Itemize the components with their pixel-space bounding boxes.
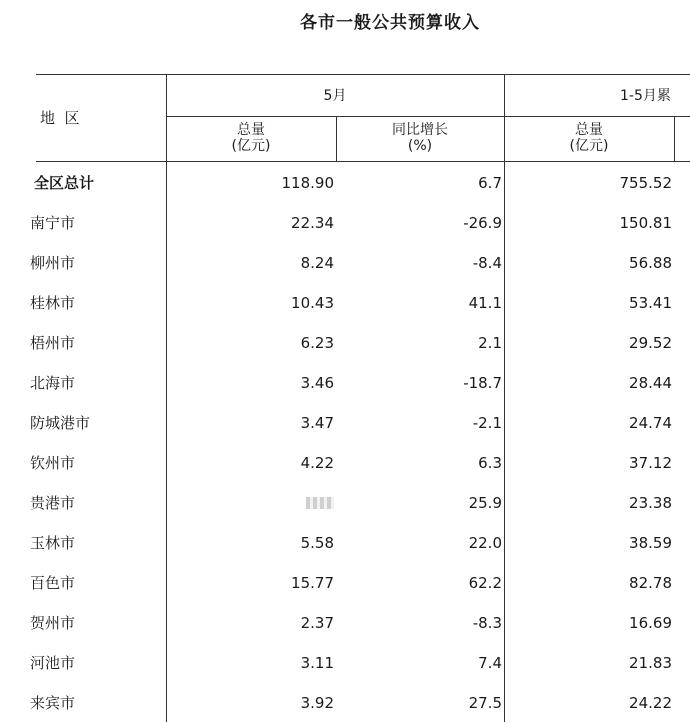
ytd-total-value: 29.52 — [629, 334, 672, 352]
ytd-total-value: 28.44 — [629, 374, 672, 392]
month-growth-value: 7.4 — [478, 654, 502, 672]
month-total-value: 8.24 — [300, 254, 334, 272]
header-growth-unit: (%) — [407, 138, 433, 154]
region-name: 玉林市 — [30, 534, 76, 552]
month-total-value: 15.77 — [291, 574, 334, 592]
header-region: 地 区 — [40, 109, 80, 127]
month-growth-value: 25.9 — [468, 494, 502, 512]
header-month-growth — [336, 122, 504, 154]
table-row — [0, 643, 690, 683]
table-row — [0, 603, 690, 643]
region-name: 柳州市 — [30, 254, 76, 272]
month-growth-value: 6.3 — [478, 454, 502, 472]
ytd-total-value: 24.74 — [629, 414, 672, 432]
month-growth-value: -2.1 — [472, 414, 502, 432]
region-name: 贵港市 — [30, 494, 76, 512]
table-row — [0, 323, 690, 363]
month-total-value: 3.92 — [300, 694, 334, 712]
month-growth-value: -8.4 — [472, 254, 502, 272]
loading-placeholder — [306, 497, 334, 509]
month-total-value: 10.43 — [291, 294, 334, 312]
month-total-value: 3.11 — [300, 654, 334, 672]
table-row — [0, 243, 690, 283]
header-growth-label: 同比增长 — [392, 122, 448, 138]
month-growth-value: 6.7 — [478, 174, 502, 192]
header-ytd-total — [504, 122, 674, 154]
month-growth-value: 27.5 — [468, 694, 502, 712]
table-row — [0, 483, 690, 523]
table-row — [0, 563, 690, 603]
month-growth-value: -18.7 — [463, 374, 502, 392]
region-name: 全区总计 — [34, 174, 95, 192]
ytd-total-value: 82.78 — [629, 574, 672, 592]
month-total-value — [166, 483, 334, 523]
month-total-value: 4.22 — [300, 454, 334, 472]
header-bottom-rule — [36, 161, 690, 162]
month-total-value: 5.58 — [300, 534, 334, 552]
month-growth-value: 22.0 — [468, 534, 502, 552]
header-total-label: 总量 — [237, 122, 265, 138]
region-name: 河池市 — [30, 654, 76, 672]
month-total-value: 22.34 — [291, 214, 334, 232]
region-name: 北海市 — [30, 374, 76, 392]
month-growth-value: -8.3 — [472, 614, 502, 632]
ytd-total-value: 21.83 — [629, 654, 672, 672]
header-ytd-total-label: 总量 — [575, 122, 603, 138]
ytd-total-value: 150.81 — [619, 214, 672, 232]
month-total-value: 2.37 — [300, 614, 334, 632]
ytd-total-value: 24.22 — [629, 694, 672, 712]
table-row — [0, 363, 690, 403]
month-growth-value: 62.2 — [468, 574, 502, 592]
month-total-value: 3.46 — [300, 374, 334, 392]
table-row — [0, 403, 690, 443]
ytd-total-value: 23.38 — [629, 494, 672, 512]
region-name: 防城港市 — [30, 414, 91, 432]
page-title: 各市一般公共预算收入 — [300, 13, 480, 33]
header-mid-rule — [166, 116, 690, 117]
month-total-value: 118.90 — [281, 174, 334, 192]
col-divider-ytd-inner — [674, 116, 675, 161]
table-row — [0, 523, 690, 563]
table-top-rule — [36, 74, 690, 75]
region-name: 南宁市 — [30, 214, 76, 232]
region-name: 钦州市 — [30, 454, 76, 472]
month-total-value: 6.23 — [300, 334, 334, 352]
region-name: 百色市 — [30, 574, 76, 592]
table-row — [0, 283, 690, 323]
region-name: 贺州市 — [30, 614, 76, 632]
header-month-total — [166, 122, 336, 154]
ytd-total-value: 16.69 — [629, 614, 672, 632]
month-growth-value: 2.1 — [478, 334, 502, 352]
table-row — [0, 203, 690, 243]
ytd-total-value: 53.41 — [629, 294, 672, 312]
month-growth-value: 41.1 — [468, 294, 502, 312]
region-name: 桂林市 — [30, 294, 76, 312]
header-ytd-total-unit: (亿元) — [569, 138, 609, 154]
month-growth-value: -26.9 — [463, 214, 502, 232]
ytd-total-value: 37.12 — [629, 454, 672, 472]
ytd-total-value: 56.88 — [629, 254, 672, 272]
month-total-value: 3.47 — [300, 414, 334, 432]
ytd-total-value: 755.52 — [619, 174, 672, 192]
region-name: 梧州市 — [30, 334, 76, 352]
header-ytd: 1-5月累 — [620, 88, 671, 104]
table-row — [0, 683, 690, 723]
region-name: 来宾市 — [30, 694, 76, 712]
ytd-total-value: 38.59 — [629, 534, 672, 552]
header-total-unit: (亿元) — [231, 138, 271, 154]
header-month: 5月 — [323, 88, 347, 104]
table-row — [0, 443, 690, 483]
table-row — [0, 163, 690, 203]
